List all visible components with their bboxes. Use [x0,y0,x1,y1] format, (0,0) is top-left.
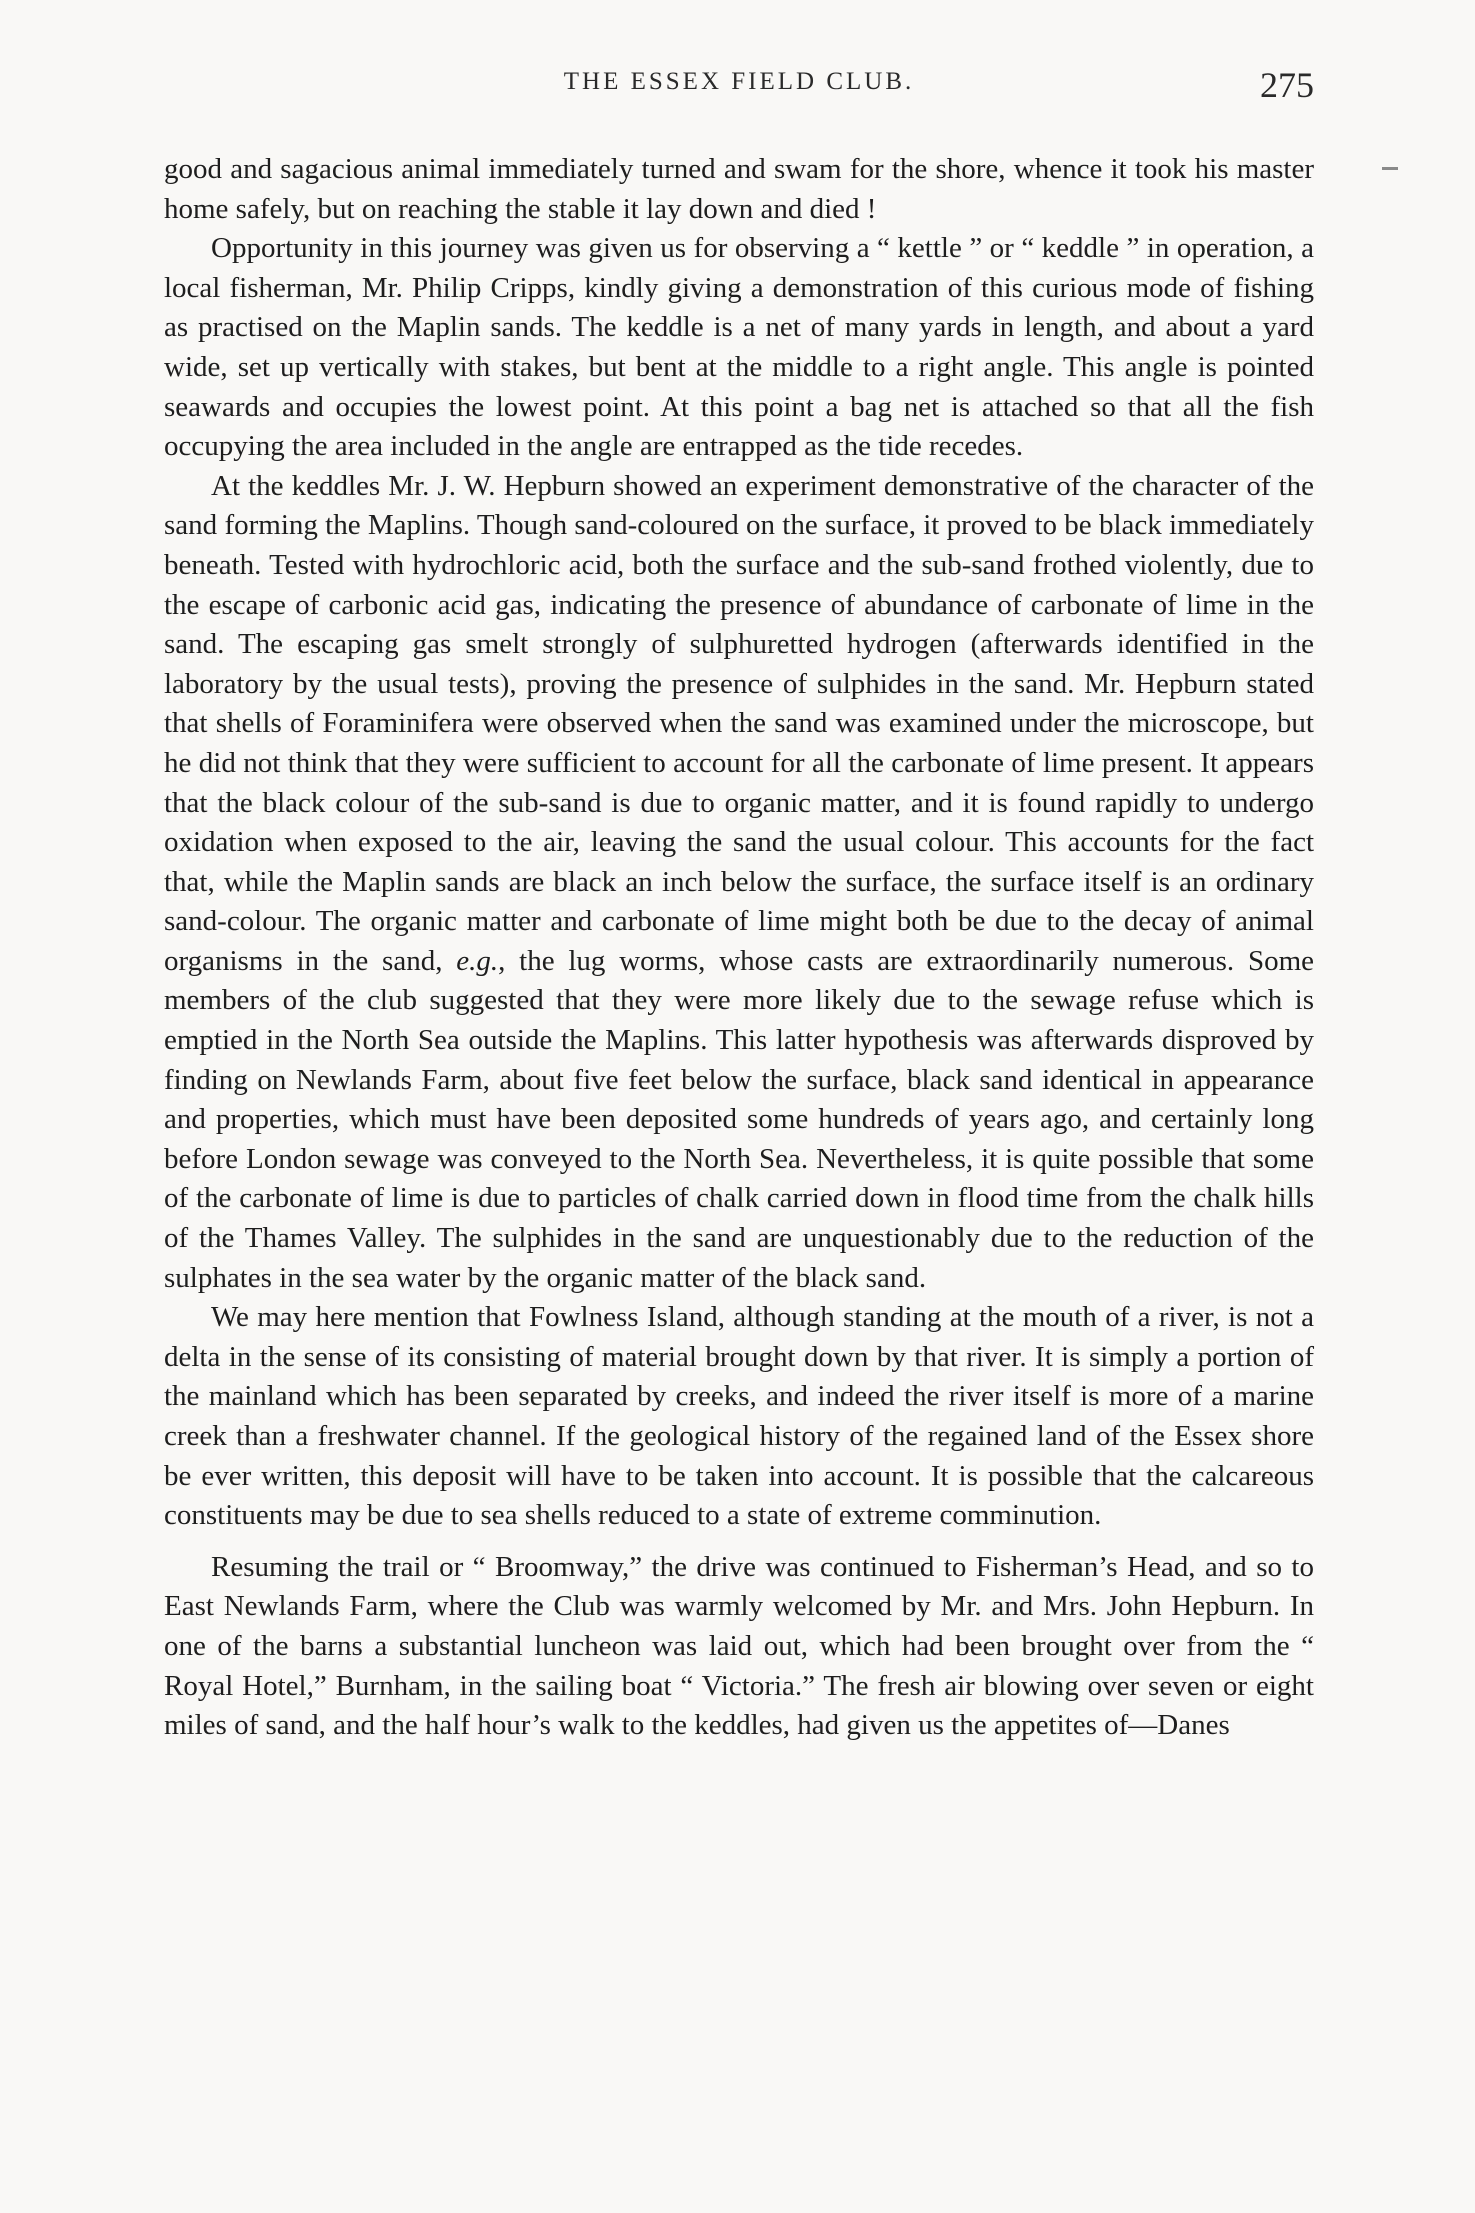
body-text [164,150,1314,1746]
paragraph-sand-experiment-part-2: , the lug worms, whose casts are extraordinarily numerous. Some members of the club suggested that they were more likely due to the sewage refuse which is emptied in the North Sea outside the Maplins. This latter hypothesis was afterwards disproved by finding on Newlands Farm, about five feet below the surface, black sand identical in appearance and properties, which must have been deposited some hundreds of years ago, and certainly long before London sewage was conveyed to the North Sea. Nevertheless, it is quite possible that some of the carbonate of lime is due to particles of chalk carried down in flood time from the chalk hills of the Thames Valley. The sulphides in the sand are unquestionably due to the reduction of the sulphates in the sea water by the organic matter of the black sand. [164,944,1315,1294]
margin-mark [1382,167,1398,170]
paragraph-fowlness-island: We may here mention that Fowlness Island, although standing at the mouth of a river, is not a delta in the sense of its consisting of material brought down by that river. It is simply a portion of the mainland which has been separated by creeks, and indeed the river itself is more of a marine creek than a freshwater channel. If the geological history of the regained land of the Essex shore be ever written, this deposit will have to be taken into account. It is possible that the calcareous constituents may be due to sea shells reduced to a state of extreme comminution. [164,1301,1314,1532]
paragraph-broomway: Resuming the trail or “ Broomway,” the drive was continued to Fisherman’s Head, and so to East Newlands Farm, where the Club was warmly welcomed by Mr. and Mrs. John Hepburn. In one of the barns a substantial luncheon was laid out, which had been brought over from the “ Royal Hotel,” Burnham, in the sailing boat “ Victoria.” The fresh air blowing over seven or eight miles of sand, and the half hour’s walk to the keddles, had given us the appetites of—Danes [164,1550,1314,1742]
page-number: 275 [1260,65,1314,105]
paragraph-sand-experiment [164,467,1314,1298]
abbreviation-eg: e.g. [456,944,499,977]
paragraph-continued: good and sagacious animal immediately turned and swam for the shore, whence it took his master home safely, but on reaching the stable it lay down and died ! [164,153,1314,225]
paragraph-sand-experiment-part-1: At the keddles Mr. J. W. Hepburn showed an experiment demonstrative of the character of the sand forming the Maplins. Though sand-coloured on the surface, it proved to be black immediately beneath. Tested with hydrochloric acid, both the surface and the sub-sand frothed violently, due to the escape of carbonic acid gas, indicating the presence of abundance of carbonate of lime in the sand. The escaping gas smelt strongly of sulphuretted hydrogen (afterwards identified in the laboratory by the usual tests), proving the presence of sulphides in the sand. Mr. Hepburn stated that shells of Foraminifera were observed when the sand was examined under the microscope, but he did not think that they were sufficient to account for all the carbonate of lime present. It appears that the black colour of the sub-sand is due to organic matter, and it is found rapidly to undergo oxidation when exposed to the air, leaving the sand the usual colour. This accounts for the fact that, while the Maplin sands are black an inch below the surface, the surface itself is an ordinary sand-colour. The organic matter and carbonate of lime might both be due to the decay of animal organisms in the sand, [164,469,1314,977]
document-page [164,64,1314,1746]
running-title: THE ESSEX FIELD CLUB. [563,68,915,95]
running-header [164,64,1314,124]
paragraph-keddle: Opportunity in this journey was given us for observing a “ kettle ” or “ keddle ” in operation, a local fisherman, Mr. Philip Cripps, kindly giving a demonstration of this curious mode of fishing as practised on the Maplin sands. The keddle is a net of many yards in length, and about a yard wide, set up vertically with stakes, but bent at the middle to a right angle. This angle is pointed seawards and occupies the lowest point. At this point a bag net is attached so that all the fish occupying the area included in the angle are entrapped as the tide recedes. [164,232,1314,463]
